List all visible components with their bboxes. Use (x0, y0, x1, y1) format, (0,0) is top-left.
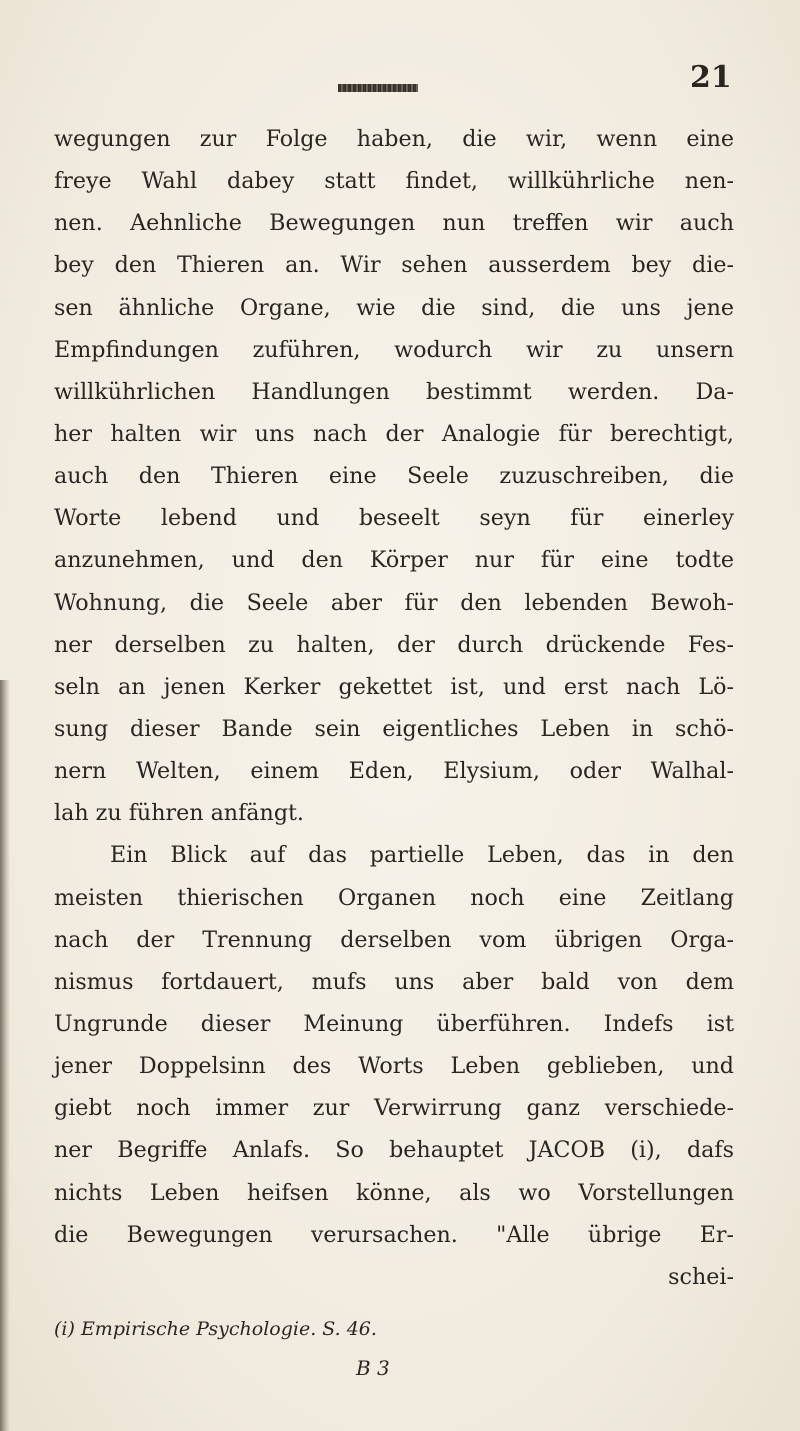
text-line: nismus fortdauert, mufs uns aber bald von dem (54, 968, 734, 995)
text-line: nichts Leben heifsen könne, als wo Vorstellungen (54, 1179, 734, 1206)
text-line: anzunehmen, und den Körper nur für eine todte (54, 547, 734, 574)
text-line: meisten thierischen Organen noch eine Zeitlang (54, 884, 734, 911)
text-line: jener Doppelsinn des Worts Leben geblieben, und (54, 1053, 734, 1080)
signature-mark: B 3 (356, 1356, 390, 1380)
footnote: (i) Empirische Psychologie. S. 46. (54, 1318, 377, 1340)
text-line: nen. Aehnliche Bewegungen nun treffen wir auch (54, 210, 734, 237)
text-line: giebt noch immer zur Verwirrung ganz verschiede- (54, 1095, 734, 1122)
text-line: Empfindungen zuführen, wodurch wir zu unsern (54, 336, 734, 363)
text-line: Ungrunde dieser Meinung überführen. Indefs ist (54, 1010, 734, 1037)
page-number: 21 (690, 60, 732, 95)
text-line: auch den Thieren eine Seele zuzuschreiben, die (54, 463, 734, 490)
body-text (54, 118, 734, 1298)
text-line: her halten wir uns nach der Analogie für berechtigt, (54, 420, 734, 447)
header-ornament-rule (338, 84, 418, 92)
page-edge-shadow (0, 680, 10, 1431)
text-line: freye Wahl dabey statt findet, willkührliche nen- (54, 168, 734, 195)
paragraph-start-line: Ein Blick auf das partielle Leben, das in den (110, 842, 734, 869)
text-line: Worte lebend und beseelt seyn für einerley (54, 505, 734, 532)
text-line: wegungen zur Folge haben, die wir, wenn eine (54, 126, 734, 152)
text-line: Wohnung, die Seele aber für den lebenden Bewoh- (54, 589, 734, 616)
text-line: ner derselben zu halten, der durch drückende Fes- (54, 631, 734, 658)
text-line: seln an jenen Kerker gekettet ist, und erst nach Lö- (54, 673, 734, 700)
text-line: ner Begriffe Anlafs. So behauptet JACOB (i), dafs (54, 1137, 734, 1164)
text-line: willkührlichen Handlungen bestimmt werden. Da- (54, 378, 734, 405)
text-line: sen ähnliche Organe, wie die sind, die uns jene (54, 294, 734, 321)
text-line: die Bewegungen verursachen. "Alle übrige Er- (54, 1221, 734, 1248)
text-line: nern Welten, einem Eden, Elysium, oder Walhal- (54, 758, 734, 785)
text-line: sung dieser Bande sein eigentliches Leben in schö- (54, 715, 734, 742)
text-line: nach der Trennung derselben vom übrigen Orga- (54, 926, 734, 953)
catchword: schei- (668, 1263, 734, 1290)
paragraph-end-line: lah zu führen anfängt. (54, 800, 304, 827)
text-line: bey den Thieren an. Wir sehen ausserdem bey die- (54, 252, 734, 279)
